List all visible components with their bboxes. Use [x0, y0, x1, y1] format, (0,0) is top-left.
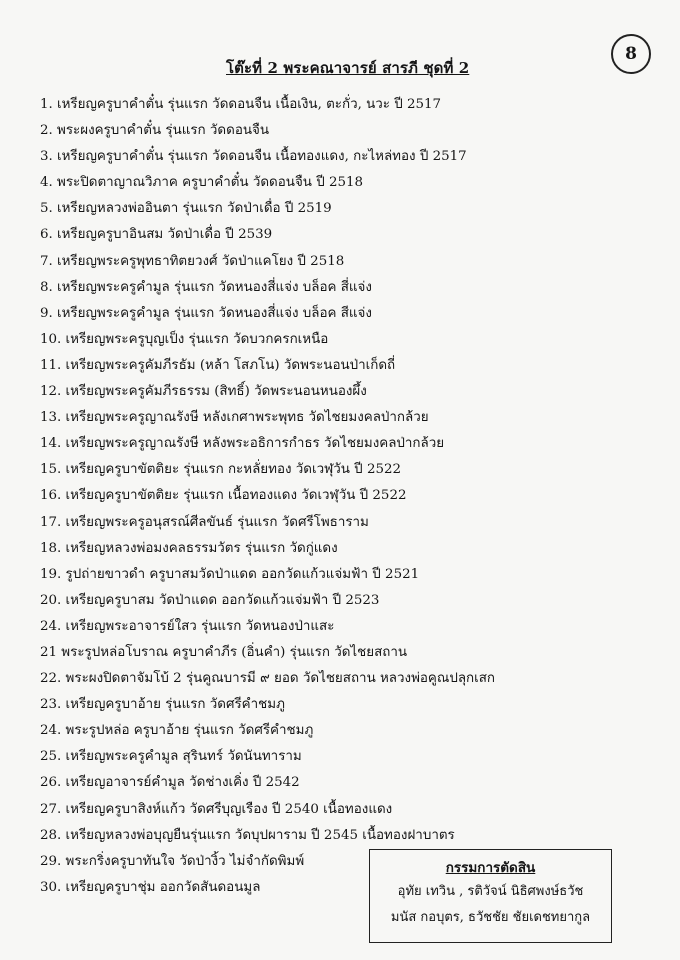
list-item: 10. เหรียญพระครูบุญเป็ง รุ่นแรก วัดบวกครกเหนือ	[40, 331, 329, 347]
page-number-circle	[611, 34, 651, 74]
list-item: 25. เหรียญพระครูคำมูล สุรินทร์ วัดนันทาราม	[40, 749, 302, 765]
list-item: 9. เหรียญพระครูคำมูล รุ่นแรก วัดหนองสี่แจ่ง บล็อค สีแจ่ง	[40, 305, 372, 321]
committee-title: กรรมการตัดสิน	[445, 860, 536, 876]
list-item: 12. เหรียญพระครูคัมภีรธรรม (สิทธิ์) วัดพระนอนหนองผึ้ง	[40, 384, 367, 400]
list-item: 19. รูปถ่ายขาวดำ ครูบาสมวัดป่าแดด ออกวัดแก้วแจ่มฟ้า ปี 2521	[40, 566, 420, 582]
page-title: โต๊ะที่ 2 พระคณาจารย์ สารภี ชุดที่ 2	[226, 59, 470, 77]
list-item: 22. พระผงปิดตาจัมโบ้ 2 รุ่นคูณบารมี ๙ ยอด วัดไชยสถาน หลวงพ่อคูณปลุกเสก	[40, 671, 495, 687]
list-item: 24. พระรูปหล่อ ครูบาอ้าย รุ่นแรก วัดศรีคำชมภู	[40, 723, 314, 739]
list-item: 2. พระผงครูบาคำตั๋น รุ่นแรก วัดดอนจืน	[40, 123, 270, 139]
list-item: 17. เหรียญพระครูอนุสรณ์ศีลขันธ์ รุ่นแรก วัดศรีโพธาราม	[40, 514, 369, 530]
committee-box	[369, 849, 612, 943]
list-item: 23. เหรียญครูบาอ้าย รุ่นแรก วัดศรีคำชมภู	[40, 697, 285, 713]
page-number: 8	[625, 44, 637, 64]
list-item: 29. พระกริ่งครูบาทันใจ วัดป่างิ้ว ไม่จำกัดพิมพ์	[40, 853, 305, 869]
list-item: 16. เหรียญครูบาขัตติยะ รุ่นแรก เนื้อทองแดง วัดเวฬุวัน ปี 2522	[40, 488, 407, 504]
list-item: 5. เหรียญหลวงพ่ออินตา รุ่นแรก วัดป่าเดื่อ ปี 2519	[40, 201, 332, 217]
list-item: 11. เหรียญพระครูคัมภีรธัม (หล้า โสภโน) วัดพระนอนป่าเก็ดถี่	[40, 357, 396, 373]
item-list	[40, 92, 640, 901]
list-item: 1. เหรียญครูบาคำตั๋น รุ่นแรก วัดดอนจืน เนื้อเงิน, ตะกั่ว, นวะ ปี 2517	[40, 97, 442, 112]
committee-members-line-1: อุทัย เทวิน , รติวัจน์ นิธิศพงษ์ธวัช	[397, 884, 584, 899]
list-item: 28. เหรียญหลวงพ่อบุญยืนรุ่นแรก วัดบุปผาราม ปี 2545 เนื้อทองฝาบาตร	[40, 827, 455, 843]
list-item: 27. เหรียญครูบาสิงห์แก้ว วัดศรีบุญเรือง ปี 2540 เนื้อทองแดง	[40, 801, 393, 817]
list-item: 3. เหรียญครูบาคำตั๋น รุ่นแรก วัดดอนจืน เนื้อทองแดง, กะไหล่ทอง ปี 2517	[40, 149, 467, 165]
list-item: 6. เหรียญครูบาอินสม วัดป่าเดื่อ ปี 2539	[40, 227, 273, 243]
list-item: 14. เหรียญพระครูญาณรังษี หลังพระอธิการกำธร วัดไชยมงคลป่ากล้วย	[40, 436, 445, 452]
committee-members-line-2: มนัส กอบุตร, ธวัชชัย ชัยเดชทยากูล	[390, 910, 591, 925]
list-item: 20. เหรียญครูบาสม วัดป่าแดด ออกวัดแก้วแจ่มฟ้า ปี 2523	[40, 592, 380, 608]
list-item: 4. พระปิดตาญาณวิภาค ครูบาคำตั๋น วัดดอนจืน ปี 2518	[40, 175, 364, 191]
list-item: 13. เหรียญพระครูญาณรังษี หลังเกศาพระพุทธ วัดไชยมงคลป่ากล้วย	[40, 410, 429, 426]
list-item: 18. เหรียญหลวงพ่อมงคลธรรมวัตร รุ่นแรก วัดกู่แดง	[40, 540, 338, 556]
list-item: 21 พระรูปหล่อโบราณ ครูบาคำภีร (อิ่นคำ) รุ่นแรก วัดไชยสถาน	[40, 644, 408, 660]
list-item: 15. เหรียญครูบาขัตติยะ รุ่นแรก กะหลั่ยทอง วัดเวฬุวัน ปี 2522	[40, 462, 402, 478]
list-item: 7. เหรียญพระครูพุทธาทิตยวงศ์ วัดป่าแคโยง ปี 2518	[40, 253, 345, 269]
list-item: 26. เหรียญอาจารย์คำมูล วัดช่างเคิ่ง ปี 2542	[40, 775, 300, 791]
list-item: 24. เหรียญพระอาจารย์ใสว รุ่นแรก วัดหนองป่าแสะ	[40, 618, 335, 634]
list-item: 30. เหรียญครูบาชุ่ม ออกวัดสันดอนมูล	[40, 879, 261, 895]
list-item: 8. เหรียญพระครูคำมูล รุ่นแรก วัดหนองสี่แจ่ง บล็อค สี่แจ่ง	[40, 279, 372, 295]
